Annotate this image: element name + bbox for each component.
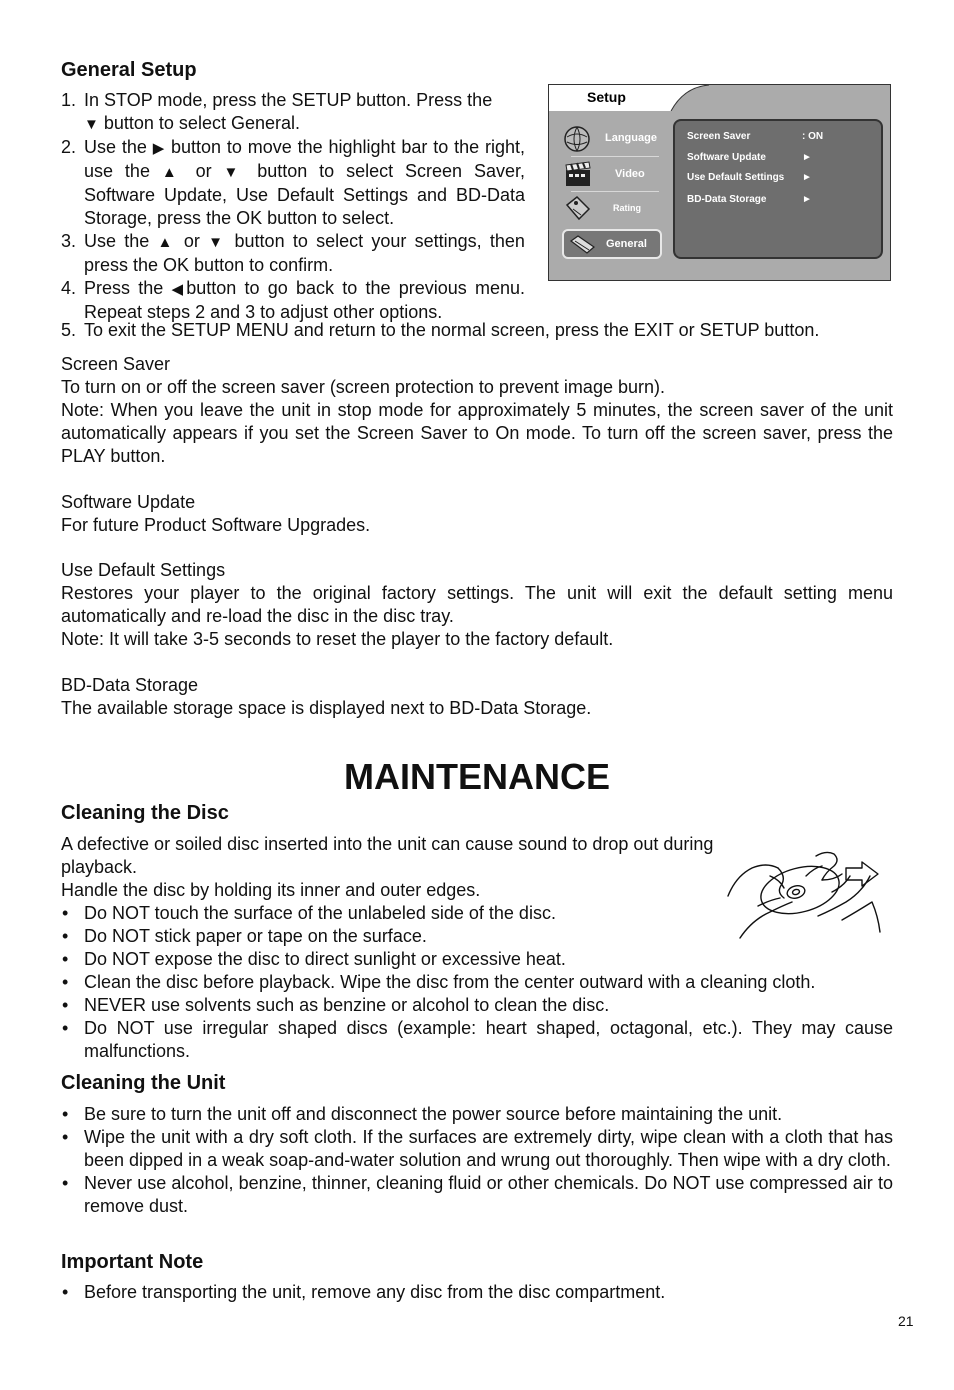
- list-item: • Wipe the unit with a dry soft cloth. If the surfaces are extremely dirty, wipe clean with a cloth that has been dipped in a weak soap-and-water solution and wrung out thoroughly. Then wipe with a dry cloth.: [62, 1127, 893, 1170]
- step-4: 4. Press the ◀button to go back to the previous menu. Repeat steps 2 and 3 to adjust other options.: [61, 278, 525, 322]
- screen-saver-note: Note: When you leave the unit in stop mode for approximately 5 minutes, the screen saver of the unit automatically appears if you set the Screen Saver to On mode. To turn off the screen saver, press the PLAY button.: [61, 400, 893, 466]
- setup-tab-shape: [549, 85, 709, 111]
- menu-divider: [571, 191, 659, 192]
- bd-storage-title: BD-Data Storage: [61, 675, 199, 695]
- list-item: • Do NOT touch the surface of the unlabeled side of the disc.: [62, 903, 556, 923]
- default-settings-desc: Restores your player to the original factory settings. The unit will exit the default setting menu automatically and re-load the disc in the disc tray.: [61, 583, 893, 626]
- step-3: 3. Use the ▲ or ▼ button to select your settings, then press the OK button to confirm.: [61, 231, 525, 275]
- cleaning-disc-intro: A defective or soiled disc inserted into the unit can cause sound to drop out during playback. Handle the disc by holding its inner and outer edges.: [61, 834, 714, 900]
- default-settings-note: Note: It will take 3-5 seconds to reset the player to the factory default.: [61, 629, 614, 649]
- option-use-default-settings: Use Default Settings ►: [687, 172, 812, 183]
- down-arrow-icon: ▼: [223, 164, 246, 181]
- page-number: 21: [898, 1313, 914, 1329]
- list-item: • Never use alcohol, benzine, thinner, cleaning fluid or other chemicals. Do NOT use compressed air to remove dust.: [62, 1173, 893, 1216]
- default-settings-title: Use Default Settings: [61, 560, 226, 580]
- screen-saver-desc: To turn on or off the screen saver (screen protection to prevent image burn).: [61, 377, 665, 397]
- maintenance-title: MAINTENANCE: [344, 756, 610, 797]
- down-arrow-icon: ▼: [208, 234, 227, 251]
- cleaning-disc-heading: Cleaning the Disc: [61, 802, 229, 824]
- general-setup-heading: General Setup: [61, 59, 197, 81]
- default-settings-section: [61, 559, 893, 651]
- list-item: • Be sure to turn the unit off and disconnect the power source before maintaining the unit.: [62, 1104, 783, 1124]
- setup-options-panel: [673, 119, 883, 259]
- software-update-section: [61, 491, 893, 537]
- list-item: • Clean the disc before playback. Wipe the disc from the center outward with a cleaning cloth.: [62, 972, 816, 992]
- software-update-desc: For future Product Software Upgrades.: [61, 515, 371, 535]
- clapperboard-icon: [563, 161, 593, 189]
- language-icon: [563, 125, 591, 153]
- list-item: • Do NOT use irregular shaped discs (example: heart shaped, octagonal, etc.). They may cause malfunctions.: [62, 1018, 893, 1061]
- step-2: 2. Use the ▶ button to move the highlight bar to the right, use the ▲ or ▼ button to select Screen Saver, Software Update, Use Default Settings and BD-Data Storage, press the OK button to select.: [61, 137, 525, 228]
- bd-storage-section: [61, 674, 893, 720]
- tag-icon: [563, 195, 593, 223]
- list-item: • Before transporting the unit, remove any disc from the disc compartment.: [62, 1282, 666, 1302]
- cleaning-disc-bullets: [61, 902, 893, 1063]
- software-update-title: Software Update: [61, 492, 196, 512]
- setup-menu-screen: [548, 84, 891, 281]
- list-item: • Do NOT stick paper or tape on the surface.: [62, 926, 427, 946]
- menu-item-language: Language: [563, 123, 661, 153]
- option-screen-saver: Screen Saver : ON: [687, 131, 824, 142]
- right-arrow-icon: ▶: [152, 140, 166, 157]
- up-arrow-icon: ▲: [161, 164, 184, 181]
- cleaning-unit-bullets: [61, 1103, 893, 1218]
- cleaning-unit-heading: Cleaning the Unit: [61, 1072, 226, 1094]
- option-bd-data-storage: BD-Data Storage ►: [687, 194, 812, 205]
- down-arrow-icon: ▼: [84, 116, 99, 133]
- important-note-heading: Important Note: [61, 1251, 204, 1273]
- screen-saver-title: Screen Saver: [61, 354, 171, 374]
- setup-tab-label: Setup: [587, 89, 626, 105]
- list-item: • NEVER use solvents such as benzine or alcohol to clean the disc.: [62, 995, 610, 1015]
- up-arrow-icon: ▲: [157, 234, 176, 251]
- left-arrow-icon: ◀: [171, 281, 187, 298]
- menu-item-video: Video: [563, 159, 661, 189]
- menu-divider: [571, 156, 659, 157]
- important-note-bullets: [61, 1281, 893, 1304]
- step-5: 5. To exit the SETUP MENU and return to the normal screen, press the EXIT or SETUP button.: [61, 320, 820, 340]
- step-1: 1. In STOP mode, press the SETUP button. Press the ▼ button to select General.: [61, 90, 493, 133]
- general-setup-steps: [61, 89, 525, 324]
- menu-item-rating: Rating: [563, 193, 661, 223]
- bd-storage-desc: The available storage space is displayed next to BD-Data Storage.: [61, 698, 592, 718]
- option-software-update: Software Update ►: [687, 152, 812, 163]
- list-item: • Do NOT expose the disc to direct sunlight or excessive heat.: [62, 949, 566, 969]
- screen-saver-section: [61, 353, 893, 468]
- menu-item-general-selected: General: [562, 229, 662, 259]
- general-settings-icon: [568, 233, 598, 257]
